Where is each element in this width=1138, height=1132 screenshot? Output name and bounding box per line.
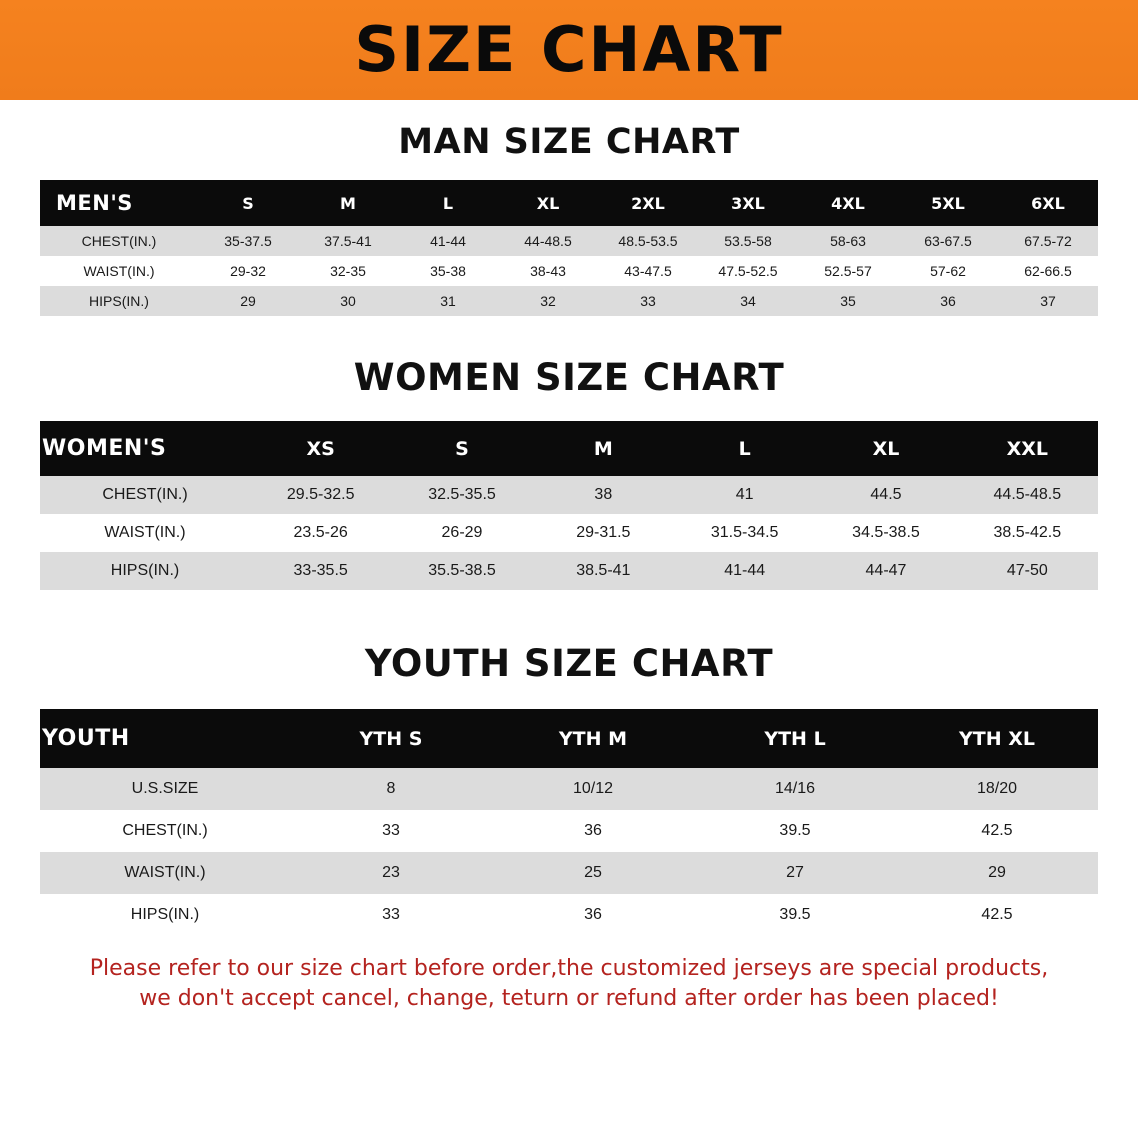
men-col-1: M — [298, 180, 398, 226]
youth-row-1-label: CHEST(IN.) — [40, 810, 290, 852]
men-r0-c7: 63-67.5 — [898, 226, 998, 256]
note-line-1: Please refer to our size chart before order,the customized jerseys are special products, — [89, 956, 1049, 981]
youth-row-0-label: U.S.SIZE — [40, 768, 290, 810]
men-r2-c8: 37 — [998, 286, 1098, 316]
youth-r3-c2: 39.5 — [694, 894, 896, 936]
women-col-0: XS — [250, 421, 391, 476]
women-r1-c0: 23.5-26 — [250, 514, 391, 552]
women-r1-c3: 31.5-34.5 — [674, 514, 815, 552]
order-policy-note — [36, 954, 1102, 1013]
youth-r1-c0: 33 — [290, 810, 492, 852]
women-r0-c2: 38 — [533, 476, 674, 514]
table-row — [40, 894, 1098, 936]
table-row — [40, 810, 1098, 852]
youth-r1-c3: 42.5 — [896, 810, 1098, 852]
men-r0-c2: 41-44 — [398, 226, 498, 256]
women-r2-c4: 44-47 — [815, 552, 956, 590]
youth-corner-label: YOUTH — [40, 709, 290, 768]
women-col-3: L — [674, 421, 815, 476]
men-r1-c8: 62-66.5 — [998, 256, 1098, 286]
men-col-7: 5XL — [898, 180, 998, 226]
table-row — [40, 768, 1098, 810]
table-header-row — [40, 180, 1098, 226]
men-r2-c4: 33 — [598, 286, 698, 316]
youth-r0-c3: 18/20 — [896, 768, 1098, 810]
youth-col-0: YTH S — [290, 709, 492, 768]
man-table-wrapper — [0, 180, 1138, 316]
men-col-8: 6XL — [998, 180, 1098, 226]
men-r0-c0: 35-37.5 — [198, 226, 298, 256]
men-row-0-label: CHEST(IN.) — [40, 226, 198, 256]
women-r2-c5: 47-50 — [957, 552, 1098, 590]
men-r2-c3: 32 — [498, 286, 598, 316]
women-r2-c0: 33-35.5 — [250, 552, 391, 590]
youth-r3-c1: 36 — [492, 894, 694, 936]
men-r1-c0: 29-32 — [198, 256, 298, 286]
youth-r2-c1: 25 — [492, 852, 694, 894]
men-r0-c3: 44-48.5 — [498, 226, 598, 256]
youth-r0-c0: 8 — [290, 768, 492, 810]
women-r0-c3: 41 — [674, 476, 815, 514]
men-r1-c1: 32-35 — [298, 256, 398, 286]
table-row — [40, 852, 1098, 894]
men-col-5: 3XL — [698, 180, 798, 226]
youth-size-table — [40, 709, 1098, 936]
women-r0-c0: 29.5-32.5 — [250, 476, 391, 514]
women-r2-c2: 38.5-41 — [533, 552, 674, 590]
youth-r0-c1: 10/12 — [492, 768, 694, 810]
page-title: SIZE CHART — [354, 13, 784, 86]
women-r1-c2: 29-31.5 — [533, 514, 674, 552]
men-col-4: 2XL — [598, 180, 698, 226]
women-col-1: S — [391, 421, 532, 476]
men-r0-c6: 58-63 — [798, 226, 898, 256]
men-r0-c1: 37.5-41 — [298, 226, 398, 256]
men-col-3: XL — [498, 180, 598, 226]
men-r2-c7: 36 — [898, 286, 998, 316]
youth-section-heading: YOUTH SIZE CHART — [364, 642, 774, 685]
women-row-0-label: CHEST(IN.) — [40, 476, 250, 514]
men-r1-c7: 57-62 — [898, 256, 998, 286]
men-r0-c8: 67.5-72 — [998, 226, 1098, 256]
men-r0-c5: 53.5-58 — [698, 226, 798, 256]
men-r0-c4: 48.5-53.5 — [598, 226, 698, 256]
youth-row-3-label: HIPS(IN.) — [40, 894, 290, 936]
youth-r2-c2: 27 — [694, 852, 896, 894]
youth-r1-c1: 36 — [492, 810, 694, 852]
table-row — [40, 552, 1098, 590]
men-col-0: S — [198, 180, 298, 226]
women-r0-c4: 44.5 — [815, 476, 956, 514]
table-row — [40, 286, 1098, 316]
youth-r3-c0: 33 — [290, 894, 492, 936]
men-row-1-label: WAIST(IN.) — [40, 256, 198, 286]
men-r1-c6: 52.5-57 — [798, 256, 898, 286]
women-col-4: XL — [815, 421, 956, 476]
women-col-5: XXL — [957, 421, 1098, 476]
women-size-table — [40, 421, 1098, 590]
women-section-heading: WOMEN SIZE CHART — [353, 356, 785, 399]
men-r2-c0: 29 — [198, 286, 298, 316]
table-header-row — [40, 709, 1098, 768]
women-r2-c3: 41-44 — [674, 552, 815, 590]
youth-r0-c2: 14/16 — [694, 768, 896, 810]
youth-col-1: YTH M — [492, 709, 694, 768]
women-corner-label: WOMEN'S — [40, 421, 250, 476]
page-banner — [0, 0, 1138, 100]
note-line-2: we don't accept cancel, change, teturn or refund after order has been placed! — [139, 985, 999, 1011]
table-row — [40, 256, 1098, 286]
table-row — [40, 514, 1098, 552]
table-header-row — [40, 421, 1098, 476]
men-size-table — [40, 180, 1098, 316]
women-r1-c1: 26-29 — [391, 514, 532, 552]
men-r2-c5: 34 — [698, 286, 798, 316]
youth-row-2-label: WAIST(IN.) — [40, 852, 290, 894]
women-col-2: M — [533, 421, 674, 476]
men-row-2-label: HIPS(IN.) — [40, 286, 198, 316]
women-r1-c4: 34.5-38.5 — [815, 514, 956, 552]
youth-r3-c3: 42.5 — [896, 894, 1098, 936]
women-r0-c1: 32.5-35.5 — [391, 476, 532, 514]
man-section-heading: MAN SIZE CHART — [398, 122, 740, 162]
women-row-1-label: WAIST(IN.) — [40, 514, 250, 552]
men-r1-c2: 35-38 — [398, 256, 498, 286]
men-r1-c3: 38-43 — [498, 256, 598, 286]
women-table-wrapper — [0, 421, 1138, 590]
youth-col-2: YTH L — [694, 709, 896, 768]
men-r2-c2: 31 — [398, 286, 498, 316]
men-r1-c5: 47.5-52.5 — [698, 256, 798, 286]
men-col-6: 4XL — [798, 180, 898, 226]
women-r2-c1: 35.5-38.5 — [391, 552, 532, 590]
men-r2-c1: 30 — [298, 286, 398, 316]
youth-col-3: YTH XL — [896, 709, 1098, 768]
women-r0-c5: 44.5-48.5 — [957, 476, 1098, 514]
youth-r2-c0: 23 — [290, 852, 492, 894]
youth-r1-c2: 39.5 — [694, 810, 896, 852]
youth-table-wrapper — [0, 709, 1138, 936]
men-corner-label: MEN'S — [40, 180, 198, 226]
men-col-2: L — [398, 180, 498, 226]
men-r1-c4: 43-47.5 — [598, 256, 698, 286]
table-row — [40, 476, 1098, 514]
women-row-2-label: HIPS(IN.) — [40, 552, 250, 590]
youth-r2-c3: 29 — [896, 852, 1098, 894]
table-row — [40, 226, 1098, 256]
men-r2-c6: 35 — [798, 286, 898, 316]
women-r1-c5: 38.5-42.5 — [957, 514, 1098, 552]
